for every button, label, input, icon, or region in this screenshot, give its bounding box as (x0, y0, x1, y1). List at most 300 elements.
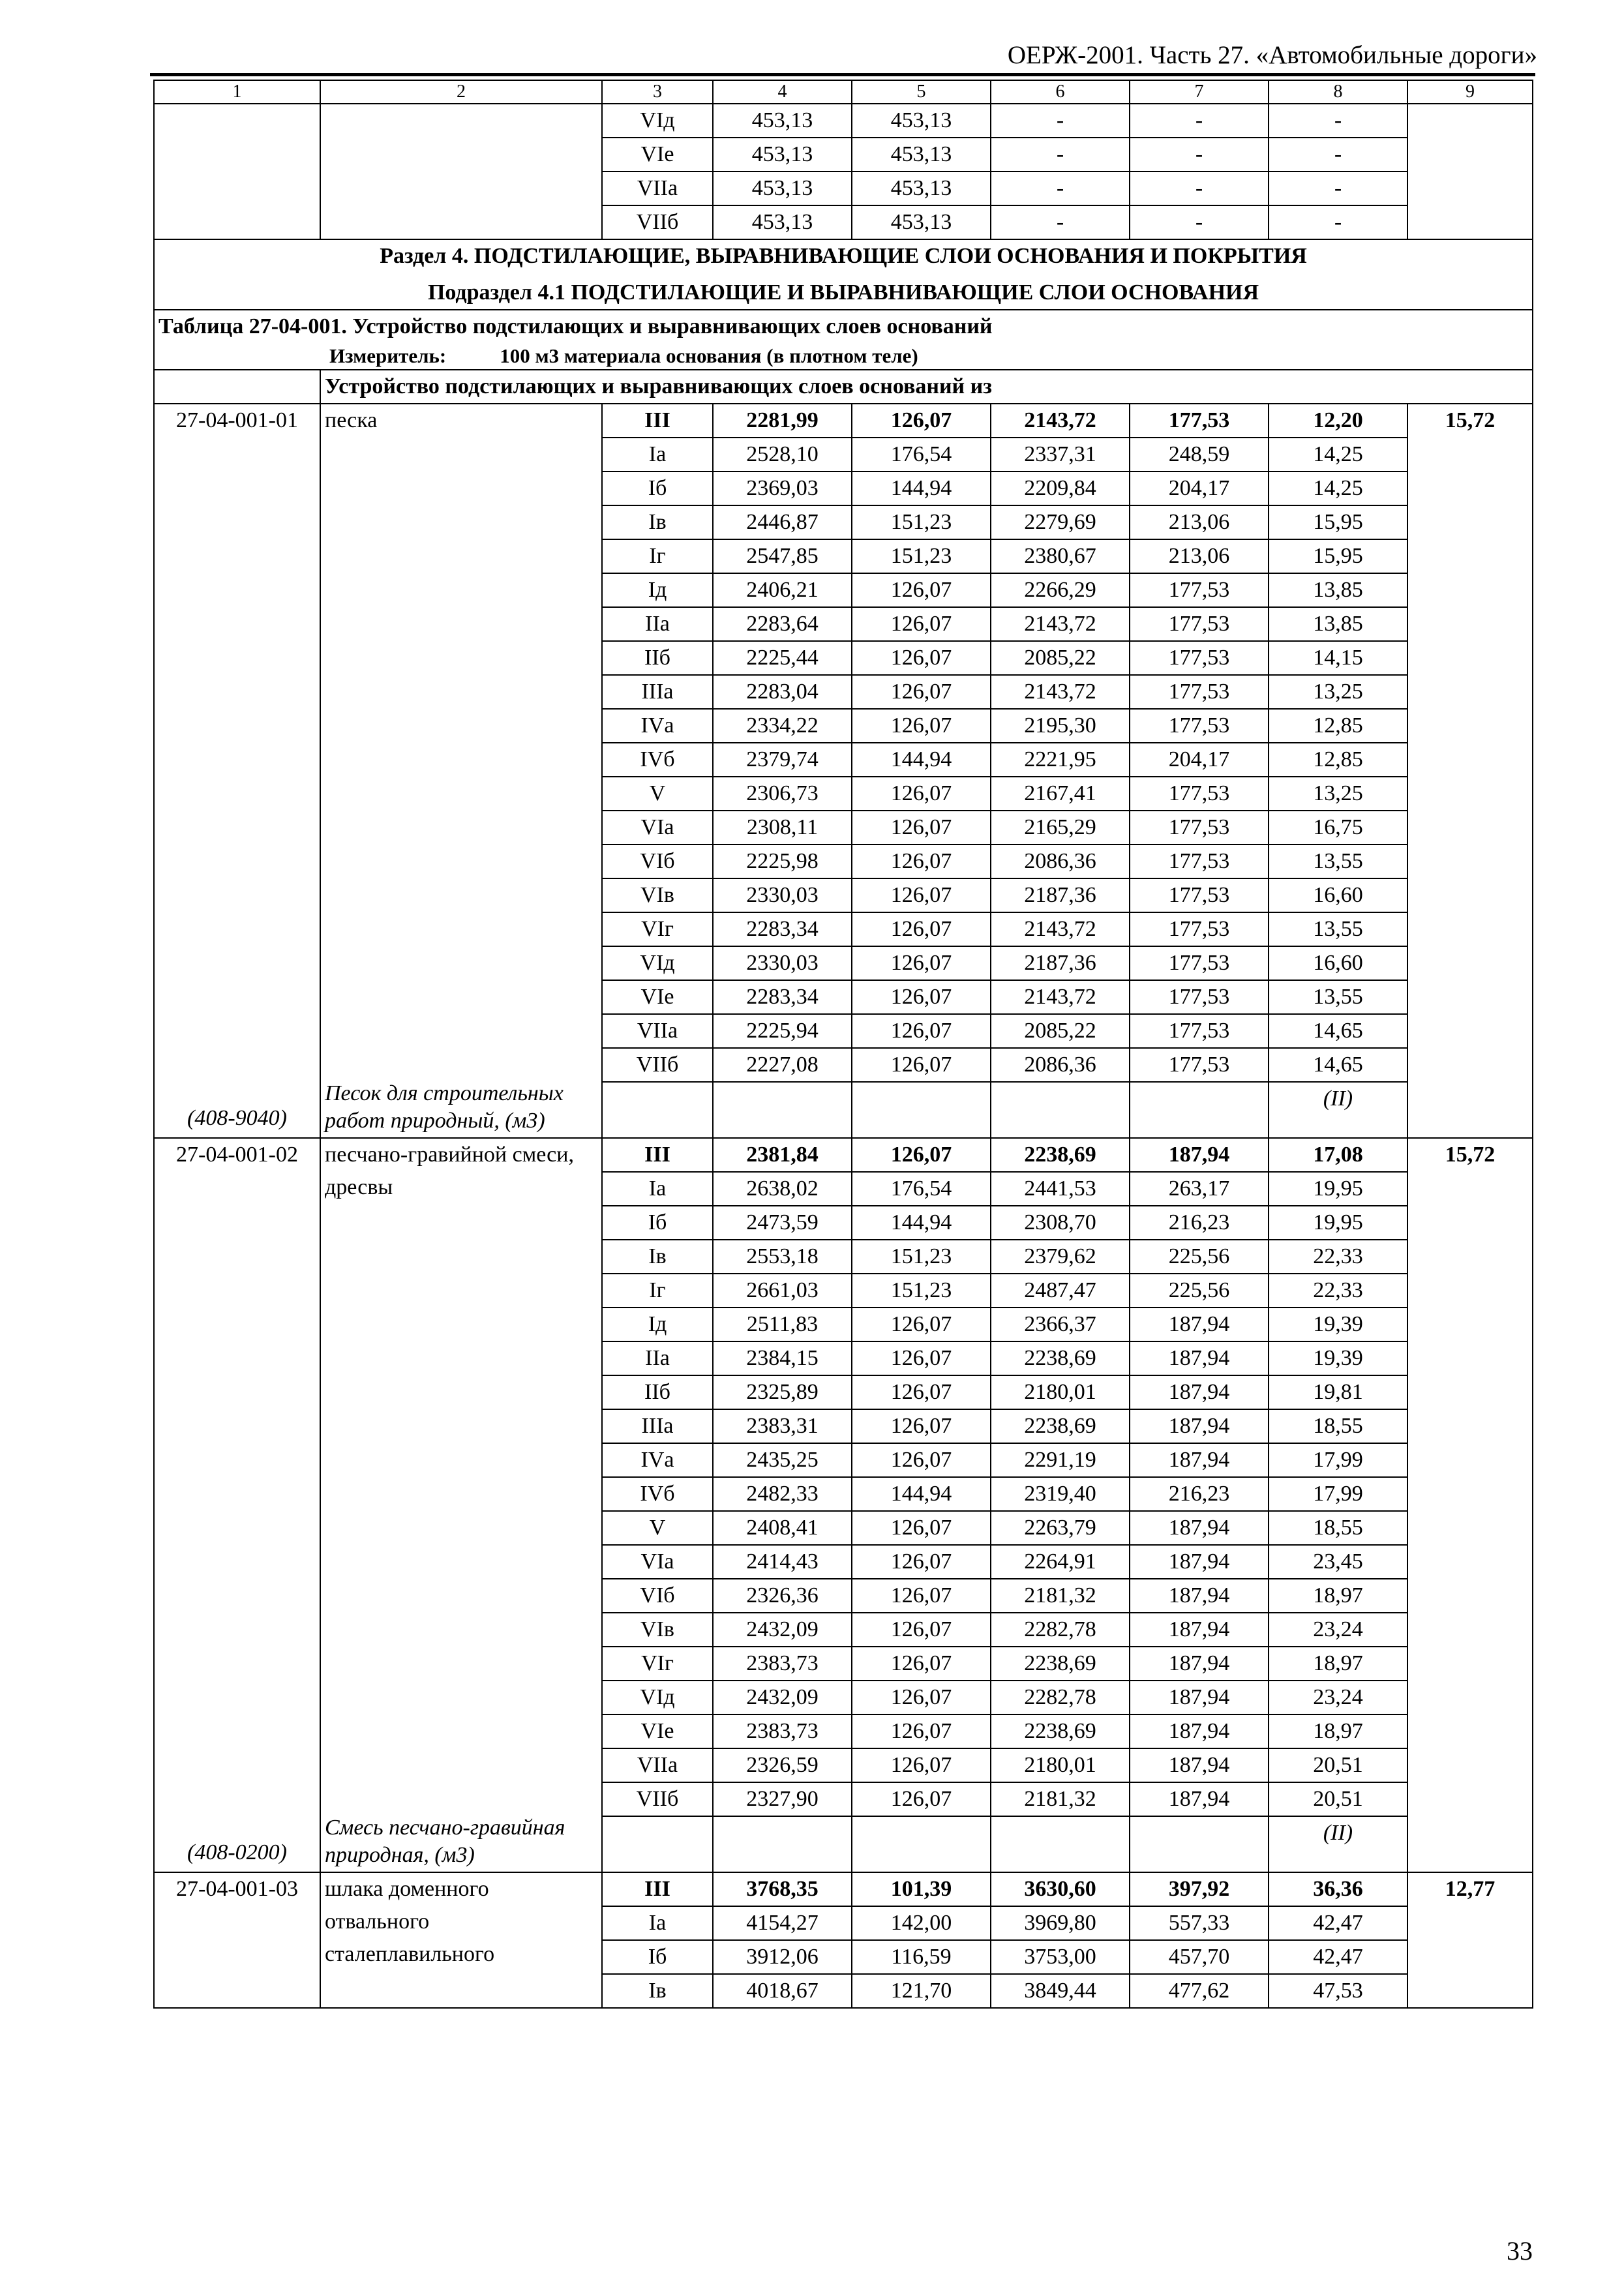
value-cell: 142,00 (852, 1906, 991, 1940)
code-cell (154, 138, 320, 172)
value-cell: 2143,72 (991, 675, 1130, 709)
value-cell: 2380,67 (991, 539, 1130, 573)
value-cell: 2638,02 (713, 1172, 852, 1206)
value-cell: 12,85 (1269, 743, 1407, 777)
value-cell: 13,25 (1269, 777, 1407, 811)
zone-cell: VIIб (602, 205, 713, 239)
value-cell: 126,07 (852, 675, 991, 709)
zone-cell: Iа (602, 438, 713, 471)
value-cell: 15,95 (1269, 539, 1407, 573)
column-number: 5 (852, 80, 991, 104)
empty-cell (1130, 1082, 1269, 1138)
value-cell: 2441,53 (991, 1172, 1130, 1206)
value-cell: 13,85 (1269, 607, 1407, 641)
value-cell: 126,07 (852, 1048, 991, 1082)
code-cell (154, 205, 320, 239)
empty-cell (713, 1816, 852, 1872)
empty-cell (991, 1082, 1130, 1138)
value-cell: 23,24 (1269, 1681, 1407, 1714)
value-cell: 3912,06 (713, 1940, 852, 1974)
empty-cell (852, 1082, 991, 1138)
value-cell: 18,97 (1269, 1647, 1407, 1681)
value-cell: 2330,03 (713, 878, 852, 912)
value-cell: 19,39 (1269, 1308, 1407, 1341)
value-cell: 2327,90 (713, 1782, 852, 1816)
value-cell: 151,23 (852, 539, 991, 573)
value-cell: 2291,19 (991, 1443, 1130, 1477)
value-cell: 177,53 (1130, 404, 1269, 438)
value-cell: 187,94 (1130, 1409, 1269, 1443)
zone-cell: IIб (602, 641, 713, 675)
value-cell: 17,08 (1269, 1138, 1407, 1172)
value-cell: 2238,69 (991, 1647, 1130, 1681)
value-cell: 14,25 (1269, 438, 1407, 471)
name-label: песчано-гравийной смеси, дресвы (325, 1143, 574, 1199)
value-cell: 2319,40 (991, 1477, 1130, 1511)
value-cell: 14,65 (1269, 1014, 1407, 1048)
value-cell: 453,13 (852, 172, 991, 205)
value-cell: 3768,35 (713, 1872, 852, 1906)
value-cell: 2187,36 (991, 946, 1130, 980)
value-cell: 187,94 (1130, 1138, 1269, 1172)
value-cell: 2308,70 (991, 1206, 1130, 1240)
code-cell (154, 172, 320, 205)
zone-cell: VIIб (602, 1782, 713, 1816)
value-cell: 2308,11 (713, 811, 852, 845)
value-cell: 216,23 (1130, 1206, 1269, 1240)
value-cell: 2366,37 (991, 1308, 1130, 1341)
value-cell: 13,55 (1269, 845, 1407, 878)
value-cell: 177,53 (1130, 912, 1269, 946)
value-cell: 177,53 (1130, 573, 1269, 607)
value-cell: 42,47 (1269, 1906, 1407, 1940)
value-cell: 177,53 (1130, 1014, 1269, 1048)
value-cell: 2528,10 (713, 438, 852, 471)
value-cell: 204,17 (1130, 471, 1269, 505)
value-cell: 2283,34 (713, 912, 852, 946)
value-cell: 2180,01 (991, 1748, 1130, 1782)
zone-cell: IIIа (602, 675, 713, 709)
value-cell: 2238,69 (991, 1341, 1130, 1375)
value-cell: 17,99 (1269, 1443, 1407, 1477)
table-row (154, 205, 1533, 239)
empty-cell (602, 1816, 713, 1872)
column-number: 2 (320, 80, 602, 104)
header-rule (150, 73, 1535, 76)
value-cell: 177,53 (1130, 777, 1269, 811)
value-cell: 144,94 (852, 743, 991, 777)
value-cell: 13,55 (1269, 980, 1407, 1014)
resource-name: Смесь песчано-гравийная природная, (м3) (325, 1816, 565, 1867)
value-cell: 187,94 (1130, 1681, 1269, 1714)
table-row (154, 404, 1533, 438)
value-cell: 3630,60 (991, 1872, 1130, 1906)
value-cell: 16,60 (1269, 878, 1407, 912)
value-cell: 177,53 (1130, 878, 1269, 912)
value-cell: 144,94 (852, 471, 991, 505)
tz-cell: 15,72 (1407, 404, 1533, 1138)
table-title-row (154, 310, 1533, 370)
zone-cell: VIе (602, 980, 713, 1014)
value-cell: - (1130, 172, 1269, 205)
value-cell: 126,07 (852, 1613, 991, 1647)
value-cell: 126,07 (852, 404, 991, 438)
section-title-row (154, 239, 1533, 273)
value-cell: 187,94 (1130, 1443, 1269, 1477)
value-cell: 453,13 (852, 205, 991, 239)
value-cell: 2266,29 (991, 573, 1130, 607)
value-cell: 2281,99 (713, 404, 852, 438)
value-cell: 14,65 (1269, 1048, 1407, 1082)
zone-cell: VIб (602, 845, 713, 878)
zone-cell: VIIа (602, 1014, 713, 1048)
value-cell: 126,07 (852, 811, 991, 845)
zone-cell: IIб (602, 1375, 713, 1409)
value-cell: 126,07 (852, 1014, 991, 1048)
value-cell: 187,94 (1130, 1511, 1269, 1545)
value-cell: 177,53 (1130, 641, 1269, 675)
value-cell: 2306,73 (713, 777, 852, 811)
tz-cell: 12,77 (1407, 1872, 1533, 2008)
general-caption: Устройство подстилающих и выравнивающих слоев оснований из (320, 370, 1533, 404)
zone-cell: IIа (602, 1341, 713, 1375)
value-cell: 19,95 (1269, 1206, 1407, 1240)
zone-cell: IVа (602, 1443, 713, 1477)
name-cell (320, 172, 602, 205)
value-cell: 2143,72 (991, 607, 1130, 641)
value-cell: 126,07 (852, 1681, 991, 1714)
name-cell (320, 138, 602, 172)
rates-table (153, 80, 1533, 2009)
value-cell: - (1269, 172, 1407, 205)
value-cell: 2446,87 (713, 505, 852, 539)
value-cell: 18,55 (1269, 1511, 1407, 1545)
value-cell: 101,39 (852, 1872, 991, 1906)
empty-cell (602, 1082, 713, 1138)
value-cell: 14,25 (1269, 471, 1407, 505)
value-cell: 126,07 (852, 912, 991, 946)
value-cell: 18,97 (1269, 1714, 1407, 1748)
column-number: 3 (602, 80, 713, 104)
value-cell: 2326,59 (713, 1748, 852, 1782)
value-cell: 126,07 (852, 1748, 991, 1782)
value-cell: 177,53 (1130, 980, 1269, 1014)
value-cell: 177,53 (1130, 675, 1269, 709)
value-cell: 144,94 (852, 1477, 991, 1511)
code-cell (154, 1138, 320, 1872)
zone-cell: III (602, 404, 713, 438)
running-header: ОЕРЖ-2001. Часть 27. «Автомобильные дороги» (1007, 41, 1537, 69)
value-cell: 225,56 (1130, 1274, 1269, 1308)
value-cell: 126,07 (852, 1375, 991, 1409)
name-cell: шлака доменного отвального сталеплавильного (320, 1872, 602, 2008)
value-cell: 126,07 (852, 980, 991, 1014)
value-cell: 3753,00 (991, 1940, 1130, 1974)
value-cell: 2379,62 (991, 1240, 1130, 1274)
resource-group: (II) (1269, 1816, 1407, 1872)
zone-cell: IIа (602, 607, 713, 641)
value-cell: 20,51 (1269, 1782, 1407, 1816)
value-cell: 2406,21 (713, 573, 852, 607)
value-cell: 2432,09 (713, 1613, 852, 1647)
value-cell: 126,07 (852, 845, 991, 878)
value-cell: 126,07 (852, 1409, 991, 1443)
value-cell: 126,07 (852, 1579, 991, 1613)
value-cell: - (1269, 205, 1407, 239)
value-cell: 453,13 (852, 104, 991, 138)
value-cell: 2330,03 (713, 946, 852, 980)
resource-group: (II) (1269, 1082, 1407, 1138)
value-cell: 17,99 (1269, 1477, 1407, 1511)
value-cell: 2225,44 (713, 641, 852, 675)
value-cell: 177,53 (1130, 607, 1269, 641)
zone-cell: Iд (602, 1308, 713, 1341)
value-cell: 2187,36 (991, 878, 1130, 912)
column-number: 9 (1407, 80, 1533, 104)
value-cell: 13,85 (1269, 573, 1407, 607)
column-number: 8 (1269, 80, 1407, 104)
value-cell: 2283,34 (713, 980, 852, 1014)
value-cell: 187,94 (1130, 1545, 1269, 1579)
value-cell: 2661,03 (713, 1274, 852, 1308)
value-cell: 177,53 (1130, 811, 1269, 845)
value-cell: 126,07 (852, 1782, 991, 1816)
rates-table-body (154, 80, 1533, 2008)
value-cell: 2279,69 (991, 505, 1130, 539)
value-cell: 177,53 (1130, 709, 1269, 743)
tz-cell (1407, 205, 1533, 239)
value-cell: 2143,72 (991, 404, 1130, 438)
zone-cell: Iг (602, 539, 713, 573)
page-number: 33 (1507, 2236, 1533, 2266)
value-cell: 14,15 (1269, 641, 1407, 675)
zone-cell: VIIа (602, 172, 713, 205)
value-cell: - (1130, 138, 1269, 172)
section-title: Раздел 4. ПОДСТИЛАЮЩИЕ, ВЫРАВНИВАЮЩИЕ СЛОИ ОСНОВАНИЯ И ПОКРЫТИЯ (154, 239, 1533, 273)
value-cell: 177,53 (1130, 1048, 1269, 1082)
code-cell (154, 104, 320, 138)
value-cell: 2263,79 (991, 1511, 1130, 1545)
value-cell: 2408,41 (713, 1511, 852, 1545)
value-cell: 13,25 (1269, 675, 1407, 709)
value-cell: 2337,31 (991, 438, 1130, 471)
zone-cell: IVб (602, 1477, 713, 1511)
value-cell: 213,06 (1130, 539, 1269, 573)
zone-cell: IIIа (602, 1409, 713, 1443)
value-cell: 2167,41 (991, 777, 1130, 811)
value-cell: 2227,08 (713, 1048, 852, 1082)
measure-label: Измеритель: (329, 344, 447, 367)
value-cell: 453,13 (713, 205, 852, 239)
value-cell: 2282,78 (991, 1613, 1130, 1647)
value-cell: 177,53 (1130, 845, 1269, 878)
value-cell: - (1130, 205, 1269, 239)
value-cell: 2384,15 (713, 1341, 852, 1375)
value-cell: 2381,84 (713, 1138, 852, 1172)
value-cell: 187,94 (1130, 1579, 1269, 1613)
value-cell: 2085,22 (991, 1014, 1130, 1048)
zone-cell: VIе (602, 138, 713, 172)
value-cell: 2511,83 (713, 1308, 852, 1341)
value-cell: 121,70 (852, 1974, 991, 2008)
value-cell: - (991, 172, 1130, 205)
value-cell: 2283,04 (713, 675, 852, 709)
zone-cell: VIIб (602, 1048, 713, 1082)
value-cell: 4154,27 (713, 1906, 852, 1940)
value-cell: 176,54 (852, 1172, 991, 1206)
zone-cell: Iб (602, 1206, 713, 1240)
value-cell: 2482,33 (713, 1477, 852, 1511)
tz-cell (1407, 138, 1533, 172)
value-cell: 187,94 (1130, 1647, 1269, 1681)
table-row (154, 1872, 1533, 1906)
empty-cell (991, 1816, 1130, 1872)
value-cell: 187,94 (1130, 1714, 1269, 1748)
value-cell: 23,45 (1269, 1545, 1407, 1579)
column-number: 7 (1130, 80, 1269, 104)
zone-cell: VIг (602, 912, 713, 946)
value-cell: 2473,59 (713, 1206, 852, 1240)
value-cell: 2383,31 (713, 1409, 852, 1443)
value-cell: 126,07 (852, 1714, 991, 1748)
code-cell (154, 404, 320, 1138)
value-cell: 15,95 (1269, 505, 1407, 539)
value-cell: 144,94 (852, 1206, 991, 1240)
tz-cell (1407, 104, 1533, 138)
value-cell: 2283,64 (713, 607, 852, 641)
empty-cell (154, 370, 320, 404)
value-cell: 2379,74 (713, 743, 852, 777)
value-cell: 2181,32 (991, 1579, 1130, 1613)
value-cell: 3969,80 (991, 1906, 1130, 1940)
value-cell: 126,07 (852, 1647, 991, 1681)
value-cell: 20,51 (1269, 1748, 1407, 1782)
value-cell: 2553,18 (713, 1240, 852, 1274)
name-label: песка (325, 408, 378, 432)
value-cell: 176,54 (852, 438, 991, 471)
code-label: 27-04-001-02 (176, 1143, 298, 1167)
value-cell: 2085,22 (991, 641, 1130, 675)
tz-cell: 15,72 (1407, 1138, 1533, 1872)
zone-cell: V (602, 1511, 713, 1545)
table-title: Таблица 27-04-001. Устройство подстилающих и выравнивающих слоев оснований (158, 314, 993, 338)
value-cell: - (1269, 104, 1407, 138)
zone-cell: IVб (602, 743, 713, 777)
value-cell: 3849,44 (991, 1974, 1130, 2008)
resource-code: (408-0200) (187, 1840, 287, 1864)
value-cell: 151,23 (852, 505, 991, 539)
zone-cell: III (602, 1872, 713, 1906)
value-cell: 42,47 (1269, 1940, 1407, 1974)
value-cell: 2143,72 (991, 912, 1130, 946)
zone-cell: Iг (602, 1274, 713, 1308)
value-cell: 2334,22 (713, 709, 852, 743)
zone-cell: III (602, 1138, 713, 1172)
value-cell: 22,33 (1269, 1274, 1407, 1308)
tz-cell (1407, 172, 1533, 205)
table-row (154, 1138, 1533, 1172)
value-cell: 225,56 (1130, 1240, 1269, 1274)
value-cell: 2181,32 (991, 1782, 1130, 1816)
value-cell: 16,75 (1269, 811, 1407, 845)
value-cell: 16,60 (1269, 946, 1407, 980)
table-title-cell (154, 310, 1533, 370)
value-cell: 151,23 (852, 1240, 991, 1274)
value-cell: 126,07 (852, 1443, 991, 1477)
value-cell: 126,07 (852, 878, 991, 912)
value-cell: 126,07 (852, 1138, 991, 1172)
value-cell: 126,07 (852, 607, 991, 641)
column-number: 6 (991, 80, 1130, 104)
empty-cell (1130, 1816, 1269, 1872)
value-cell: 2225,98 (713, 845, 852, 878)
value-cell: 2383,73 (713, 1714, 852, 1748)
value-cell: 2282,78 (991, 1681, 1130, 1714)
value-cell: 4018,67 (713, 1974, 852, 2008)
value-cell: 2086,36 (991, 845, 1130, 878)
value-cell: 126,07 (852, 1341, 991, 1375)
value-cell: 187,94 (1130, 1613, 1269, 1647)
column-number-row (154, 80, 1533, 104)
value-cell: 397,92 (1130, 1872, 1269, 1906)
name-cell (320, 404, 602, 1138)
value-cell: 187,94 (1130, 1341, 1269, 1375)
resource-name: Песок для строительных работ природный, (м3) (325, 1081, 564, 1133)
zone-cell: Iа (602, 1172, 713, 1206)
value-cell: 19,95 (1269, 1172, 1407, 1206)
value-cell: 126,07 (852, 641, 991, 675)
zone-cell: Iв (602, 1240, 713, 1274)
value-cell: 187,94 (1130, 1782, 1269, 1816)
value-cell: 457,70 (1130, 1940, 1269, 1974)
zone-cell: Iв (602, 505, 713, 539)
value-cell: 116,59 (852, 1940, 991, 1974)
value-cell: 126,07 (852, 573, 991, 607)
name-cell (320, 104, 602, 138)
value-cell: 19,81 (1269, 1375, 1407, 1409)
value-cell: 177,53 (1130, 946, 1269, 980)
value-cell: 453,13 (713, 138, 852, 172)
value-cell: 2143,72 (991, 980, 1130, 1014)
column-number: 1 (154, 80, 320, 104)
value-cell: 2238,69 (991, 1714, 1130, 1748)
value-cell: 2369,03 (713, 471, 852, 505)
zone-cell: IVа (602, 709, 713, 743)
value-cell: 2238,69 (991, 1138, 1130, 1172)
zone-cell: VIд (602, 104, 713, 138)
value-cell: 12,20 (1269, 404, 1407, 438)
zone-cell: VIIа (602, 1748, 713, 1782)
code-cell: 27-04-001-03 (154, 1872, 320, 2008)
table-row (154, 104, 1533, 138)
zone-cell: VIг (602, 1647, 713, 1681)
value-cell: 18,97 (1269, 1579, 1407, 1613)
value-cell: 2435,25 (713, 1443, 852, 1477)
name-cell (320, 1138, 602, 1872)
value-cell: 2383,73 (713, 1647, 852, 1681)
value-cell: 126,07 (852, 1545, 991, 1579)
table-row (154, 172, 1533, 205)
value-cell: - (991, 205, 1130, 239)
general-caption-row (154, 370, 1533, 404)
value-cell: 126,07 (852, 1511, 991, 1545)
subsection-title-row (154, 273, 1533, 310)
value-cell: 22,33 (1269, 1240, 1407, 1274)
zone-cell: VIд (602, 946, 713, 980)
value-cell: 2086,36 (991, 1048, 1130, 1082)
value-cell: 2326,36 (713, 1579, 852, 1613)
zone-cell: Iб (602, 471, 713, 505)
